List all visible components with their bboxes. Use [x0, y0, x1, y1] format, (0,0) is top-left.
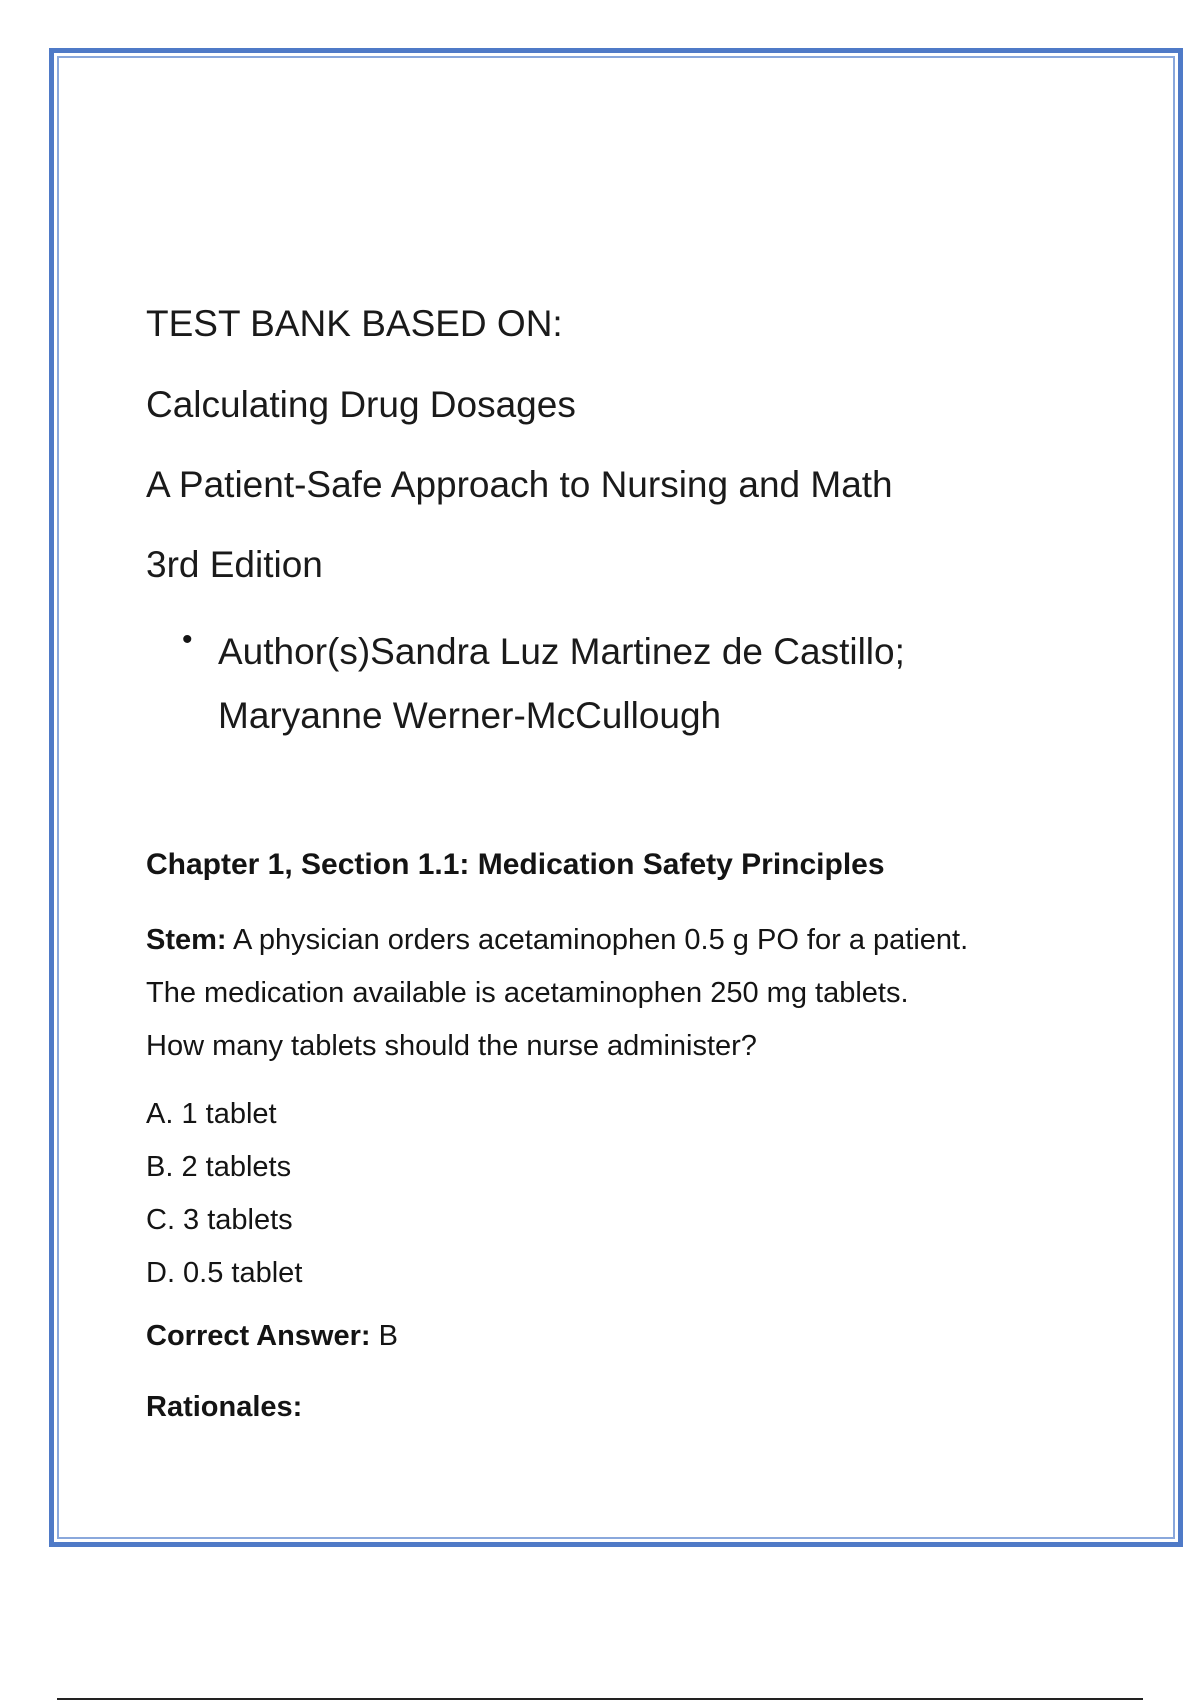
question-stem	[146, 914, 1106, 1073]
book-edition: 3rd Edition	[146, 544, 323, 585]
authors-line-2: Maryanne Werner-McCullough	[218, 695, 722, 736]
stem-line-1	[146, 914, 1106, 967]
option-b: B. 2 tablets	[146, 1151, 292, 1183]
authors-line-1: Author(s)Sandra Luz Martinez de Castillo;	[218, 631, 905, 672]
test-bank-heading: TEST BANK BASED ON:	[146, 303, 563, 344]
rationales-heading: Rationales:	[146, 1391, 303, 1423]
book-title: Calculating Drug Dosages	[146, 384, 576, 425]
bullet-icon: •	[182, 623, 193, 656]
stem-label: Stem:	[146, 924, 227, 956]
stem-line-2: The medication available is acetaminophen 250 mg tablets.	[146, 977, 909, 1009]
authors-list	[218, 620, 1068, 748]
book-subtitle: A Patient-Safe Approach to Nursing and Math	[146, 464, 893, 505]
option-d: D. 0.5 tablet	[146, 1257, 303, 1289]
answer-options	[146, 1088, 302, 1300]
correct-answer-label: Correct Answer:	[146, 1320, 371, 1352]
correct-answer	[146, 1316, 398, 1356]
chapter-heading: Chapter 1, Section 1.1: Medication Safety Principles	[146, 848, 885, 881]
stem-line-3: How many tablets should the nurse administer?	[146, 1030, 757, 1062]
correct-answer-value: B	[370, 1320, 398, 1352]
option-c: C. 3 tablets	[146, 1204, 293, 1236]
option-a: A. 1 tablet	[146, 1098, 277, 1130]
stem-text-1: A physician orders acetaminophen 0.5 g PO for a patient.	[226, 924, 969, 956]
